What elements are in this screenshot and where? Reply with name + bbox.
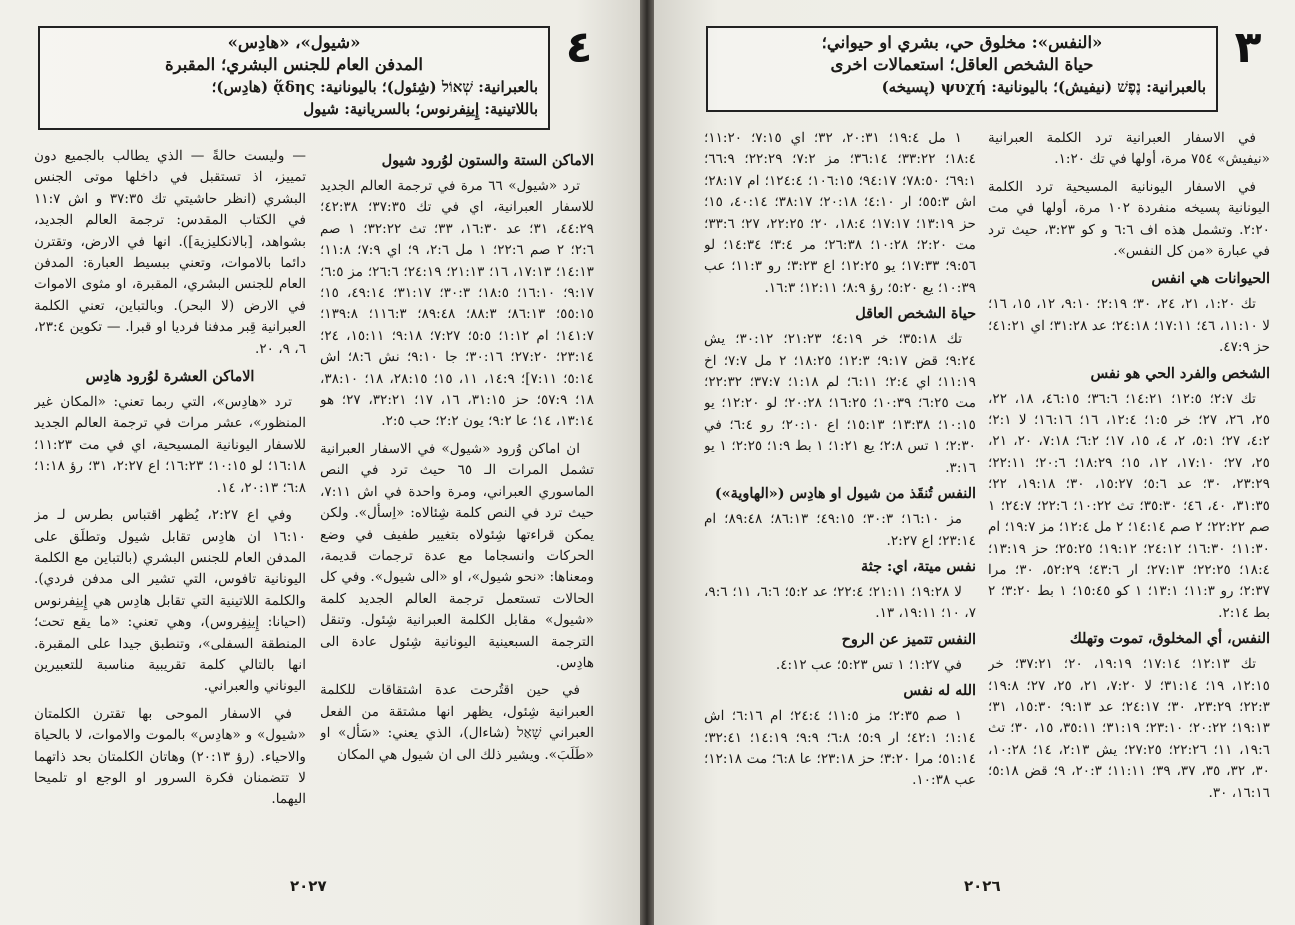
page-number: ٢٠٢٦ — [964, 877, 1001, 895]
section-heading: نفس ميتة، اي: جثة — [861, 557, 976, 575]
section-heading: النفس تُنقَذ من شيول او هادِس («الهاوية») — [714, 485, 976, 503]
section-heading: الله له نفس — [903, 682, 976, 700]
header-languages: بالعبرانية: נֶפֶשׁ (نيفيش)؛ باليونانية: ψυχή (پسيخه) — [881, 78, 1206, 96]
scripture-references: تك ٣٥:١٨؛ خر ٤:١٩؛ ٢١:٢٣؛ ٣٠:١٢؛ يش ٩:٢٤؛ قض ٩:١٧؛ ١٢:٣؛ ١٨:٢٥؛ ٢ مل ٧:٧؛ اخ ١١:١٩؛ اي ٢:٤؛ ٦:١١؛ لم ١:١٨؛ ٣٧:٧؛ ٢٢:٣٢؛ مت ٦:٢٥؛ ١٠:٣٩؛ ١٦:٢٥؛ ٢٠:٢٨؛ لو ١٢:٢٠؛ يو ١٠:١٥؛ ١٣:٣٨؛ ١٥:١٣؛ اع ٢٠:١٠؛ رو ٦:٤؛ في ٢:٣٠؛ ١ تس ٢:٨؛ يع ١:٢١؛ ١ بط ١:٩؛ ٢:٢٥؛ ١ يو ٣:١٦. — [704, 331, 976, 476]
scripture-references: ١ صم ٢:٣٥؛ مز ١١:٥؛ ٢٤:٤؛ ام ٦:١٦؛ اش ١:١٤؛ ٤٢:١؛ ار ٥:٩؛ ٦:٨؛ ٩:٩؛ ١٤:١٩؛ ٣٢:٤١؛ ٥١:١٤؛ مرا ٣:٢٠؛ حز ٢٣:١٨؛ عا ٦:٨؛ مت ١٢:١٨؛ عب ١٠:٣٨. — [704, 708, 976, 789]
appendix-header — [706, 22, 1278, 112]
header-subtitle: المدفن العام للجنس البشري؛ المقبرة — [164, 55, 423, 74]
left-column — [34, 146, 306, 876]
header-title: «النفس»: مخلوق حي، بشري او حيواني؛ — [821, 33, 1103, 52]
right-page — [654, 0, 1295, 925]
page-number: ٢٠٢٧ — [290, 877, 327, 895]
section-heading: الاماكن الستة والستون لوُرود شيول — [381, 152, 594, 169]
header-box — [706, 26, 1218, 112]
header-subtitle: حياة الشخص العاقل؛ استعمالات اخرى — [830, 55, 1094, 74]
scripture-references: تك ٢:٧؛ ١٢:٥؛ ١٤:٢١؛ ٣٦:٦؛ ٤٦:١٥، ١٨، ٢٢، ٢٥، ٢٦، ٢٧؛ خر ١:٥؛ ١٢:٤، ١٦؛ ١٦:١٦؛ لا ٢:١؛ ٤:٢، ٢٧؛ ٥:١، ٢، ٤، ١٥، ١٧؛ ٦:٢؛ ٧:١٨، ٢٠، ٢١، ٢٥، ٢٧؛ ١٧:١٠، ١٢، ١٥؛ ١٨:٢٩؛ ٢٠:٦؛ ٢٢:١١؛ ٢٣:٢٩، ٣٠؛ عد ٥:٦؛ ١٥:٢٧، ٣٠؛ ١٩:١٨، ٢٢؛ ٣١:٣٥، ٤٠، ٤٦؛ ٣٥:٣٠؛ تث ١٠:٢٢؛ ٢٢:٦؛ ٢٤:٧؛ ١ صم ٢٢:٢٢؛ ٢ صم ١٤:١٤؛ ٢ مل ١٢:٤؛ مز ١٩:٧؛ ام ١١:٣٠؛ ١٦:٣٠؛ ٢٤:١٢؛ ١٩:١٢؛ ٢٥:٢٥؛ حز ١٣:١٩؛ ١٨:٤؛ ٢٢:٢٥؛ ٢٧:١٣؛ ار ٤٣:٦؛ ٥٢:٢٩، ٣٠؛ مرا ٢:٣٧؛ رو ١١:٣؛ ١٣:١؛ ١ كو ١٥:٤٥؛ ١ بط ٣:٢٠؛ ٢ بط ٢:١٤. — [988, 390, 1270, 621]
section-heading: النفس، أي المخلوق، تموت وتهلك — [1069, 630, 1270, 648]
appendix-header — [38, 22, 608, 130]
section-heading: الاماكن العشرة لوُرود هادِس — [85, 368, 255, 386]
header-title: «شيول»، «هادِس» — [227, 33, 361, 52]
header-box — [38, 26, 550, 130]
paragraph: ترد «هادِس»، التي ربما تعني: «المكان غير المنظور»، عشر مرات في ترجمة العالم الجديد للاسفار اليونانية المسيحية، اي في مت ١١:٢٣؛ ١٦:١٨؛ لو ١٠:١٥؛ ١٦:٢٣؛ اع ٢:٢٧، ٣١؛ رؤ ١:١٨؛ ٦:٨؛ ٢٠:١٣، ١٤. — [34, 394, 306, 496]
scripture-references: ١ مل ١٩:٤؛ ٢٠:٣١، ٣٢؛ اي ٧:١٥؛ ١١:٢٠؛ ١٨:٤؛ ٣٣:٢٢؛ ٣٦:١٤؛ مز ٧:٢؛ ٢٢:٢٩؛ ٦٦:٩؛ ٦٩:١؛ ٧٨:٥٠؛ ٩٤:١٧؛ ١٠٦:١٥؛ ١٢٤:٤؛ ام ٢٨:١٧؛ اش ٥٥:٣؛ ار ٤:١٠؛ ٢٠:١٨؛ ٣٨:١٧؛ ٤٠:١٤، ١٥؛ حز ١٣:١٩؛ ١٧:١٧؛ ١٨:٤، ٢٠؛ ٢٢:٢٥، ٢٧؛ ٣٣:٦؛ مت ٢:٢٠؛ ١٠:٢٨؛ ٢٦:٣٨؛ مر ٣:٤؛ ١٤:٣٤؛ لو ٩:٥٦؛ ١٧:٣٣؛ يو ١٢:٢٥؛ اع ٣:٢٣؛ رو ١١:٣؛ عب ١٠:٣٩؛ يع ٥:٢٠؛ رؤ ٨:٩؛ ١٢:١١؛ ١٦:٣. — [704, 130, 976, 296]
section-heading: النفس تتميز عن الروح — [841, 630, 976, 648]
section-heading: الشخص والفرد الحي هو نفس — [1090, 364, 1270, 382]
scripture-references: مز ١٦:١٠؛ ٣٠:٣؛ ٤٩:١٥؛ ٨٦:١٣؛ ٨٩:٤٨؛ ام ٢٣:١٤؛ اع ٢:٢٧. — [704, 511, 976, 549]
right-column — [320, 146, 594, 876]
paragraph: ان اماكن وُرود «شيول» في الاسفار العبرانية تشمل المرات الـ ٦٥ حيث ترد في النص الماسوري العبراني، ومرة واحدة في اش ٧:١١، حيث ترد في النص كلمة شِئالاه: «اِسأل». ولكن يمكن قراءتها شِئولاه بتغيير طفيف في وضع الحركات وانسجاما مع عدة ترجمات قديمة، ومعناها: «نحو شيول»، او «الى شيول». وفي كل الحالات تستعمل ترجمة العالم الجديد كلمة «شيول» مقابل الكلمة العبرانية شِئول. وتنقل الترجمة السبعينية اليونانية شِئول عادة الى هادِس. — [320, 440, 594, 671]
paragraph: في حين اقتُرحت عدة اشتقاقات للكلمة العبرانية شِئول، يظهر انها مشتقة من الفعل العبراني שָׁאַל (شاءال)، الذي يعني: «سَأل» او «طَلَبَ». ويشير ذلك الى ان شيول هي المكان — [320, 682, 594, 763]
header-languages: بالعبرانية: שְׁאוֹל (شِئول)؛ باليونانية: ᾅδης (هادِس)؛ — [211, 78, 538, 96]
chapter-number: ٤ — [565, 22, 593, 73]
scripture-references: تك ١:٢٠، ٢١، ٢٤، ٣٠؛ ٢:١٩؛ ٩:١٠، ١٢، ١٥، ١٦؛ لا ١١:١٠، ٤٦؛ ١٧:١١؛ ٢٤:١٨؛ عد ٣١:٢٨؛ اي ٤١:٢١؛ حز ٤٧:٩. — [988, 296, 1270, 356]
scripture-references: في ١:٢٧؛ ١ تس ٥:٢٣؛ عب ٤:١٢. — [775, 656, 962, 673]
left-column — [704, 128, 976, 876]
paragraph: ترد «شيول» ٦٦ مرة في ترجمة العالم الجديد للاسفار العبرانية، اي في تك ٣٧:٣٥؛ ٤٢:٣٨؛ ٤٤:٢٩، ٣١؛ عد ١٦:٣٠، ٣٣؛ تث ٣٢:٢٢؛ ١ صم ٢:٦؛ ٢ صم ٢٢:٦؛ ١ مل ٢:٦، ٩؛ اي ٧:٩؛ ١١:٨؛ ١٤:١٣؛ ١٧:١٣، ١٦؛ ٢١:١٣؛ ٢٤:١٩؛ ٢٦:٦؛ مز ٦:٥؛ ٩:١٧؛ ١٦:١٠؛ ١٨:٥؛ ٣٠:٣؛ ٣١:١٧؛ ٤٩:١٤، ١٥؛ ٥٥:١٥؛ ٨٦:١٣؛ ٨٨:٣؛ ٨٩:٤٨؛ ١١٦:٣؛ ١٣٩:٨؛ ١٤١:٧؛ ام ١:١٢؛ ٥:٥؛ ٧:٢٧؛ ٩:١٨؛ ١٥:١١، ٢٤؛ ٢٣:١٤؛ ٢٧:٢٠؛ ٣٠:١٦؛ جا ٩:١٠؛ نش ٨:٦؛ اش ٥:١٤؛ ٧:١١]؛ ١٤:٩، ١١، ١٥؛ ٢٨:١٥، ١٨؛ ٣٨:١٠، ١٨؛ ٥٧:٩؛ حز ٣١:١٥، ١٦، ١٧؛ ٣٢:٢١، ٢٧؛ هو ١٣:١٤، ١٤؛ عا ٩:٢؛ يون ٢:٢؛ حب ٢:٥. — [320, 178, 594, 430]
section-heading: حياة الشخص العاقل — [855, 305, 976, 323]
paragraph: — وليست حالةً — الذي يطالب بالجميع دون تمييز، اذ تستقبل في داخلها موتى الجنس البشري (انظر حاشيتي تك ٣٧:٣٥ و اش ١١:٧ في الكتاب المقدس: ترجمة العالم الجديد، بشواهد، [بالانكليزية]). انها في الارض، وتقترن دائما بالاموات، وتعني ببسيط العبارة: المدفن العام للجنس البشري، المقبرة، او مثوى الاموات في الارض (لا البحر). وبالتباين، تعني الكلمة العبرانية قِبر مدفنا فرديا او قبرا. — تكوين ٢٣:٤، ٦، ٩، ٢٠. — [34, 148, 306, 357]
header-languages-2: باللاتينية: إِينِفرنوس؛ بالسريانية: شيول — [303, 100, 538, 118]
section-heading: الحيوانات هي انفس — [1151, 270, 1270, 288]
paragraph: وفي اع ٢:٢٧، يُظهر اقتباس بطرس لـ مز ١٦:١٠ ان هادِس تقابل شيول وتطلَق على المدفن العام للجنس البشري (بالتباين مع الكلمة اليونانية تافوس، التي تشير الى مدفن فردي). والكلمة اللاتينية التي تقابل هادِس هي إِينِفرنوس (احيانا: إِينِفِروس)، وهي تعني: «ما يقع تحت؛ المنطقة السفلى»، وتنطبق جيدا على المقبرة. انها بالتالي كلمة تقريبية مناسبة للتعبيرين اليوناني والعبراني. — [34, 507, 306, 695]
scripture-references: تك ١٢:١٣؛ ١٧:١٤؛ ١٩:١٩، ٢٠؛ ٣٧:٢١؛ خر ١٢:١٥، ١٩؛ ٣١:١٤؛ لا ٧:٢٠، ٢١، ٢٥، ٢٧؛ ١٩:٨؛ ٢٢:٣؛ ٢٣:٢٩، ٣٠؛ ٢٤:١٧؛ عد ٩:١٣؛ ١٥:٣٠، ٣١؛ ١٩:١٣؛ ٢٠:٢٢؛ ٢٣:١٠؛ ٣١:١٩؛ ٣٥:١١، ١٥، ٣٠؛ تث ١٩:٦، ١١؛ ٢٢:٢٦؛ ٢٧:٢٥؛ يش ٢:١٣، ١٤؛ ١٠:٢٨، ٣٠، ٣٢، ٣٥، ٣٧، ٣٩؛ ١١:١١؛ ٢٠:٣، ٩؛ قض ٥:١٨؛ ١٦:١٦، ٣٠. — [988, 656, 1270, 801]
paragraph: في الاسفار العبرانية ترد الكلمة العبرانية «نيفيش» ٧٥٤ مرة، أولها في تك ١:٢٠. — [988, 130, 1270, 168]
paragraph: في الاسفار اليونانية المسيحية ترد الكلمة اليونانية پسيخه منفردة ١٠٢ مرة، أولها في مت ٢:٢٠. وتشمل هذه اف ٦:٦ و كو ٣:٢٣، حيث ترد في عبارة «من كل النفس». — [988, 178, 1270, 260]
scripture-references: لا ١٩:٢٨؛ ٢١:١١؛ ٢٢:٤؛ عد ٥:٢؛ ٦:٦، ١١؛ ٩:٦، ٧، ١٠؛ ١٩:١١، ١٣. — [704, 583, 976, 622]
book-spine — [640, 0, 654, 925]
right-column — [988, 128, 1270, 876]
left-page — [0, 0, 640, 925]
paragraph: في الاسفار الموحى بها تقترن الكلمتان «شيول» و «هادِس» بالموت والاموات، لا بالحياة والاحياء. (رؤ ٢٠:١٣) وهاتان الكلمتان بحد ذاتهما لا تتضمنان فكرة السرور او الوجع او تلميحا اليهما. — [34, 705, 306, 808]
chapter-number: ٣ — [1234, 22, 1262, 73]
